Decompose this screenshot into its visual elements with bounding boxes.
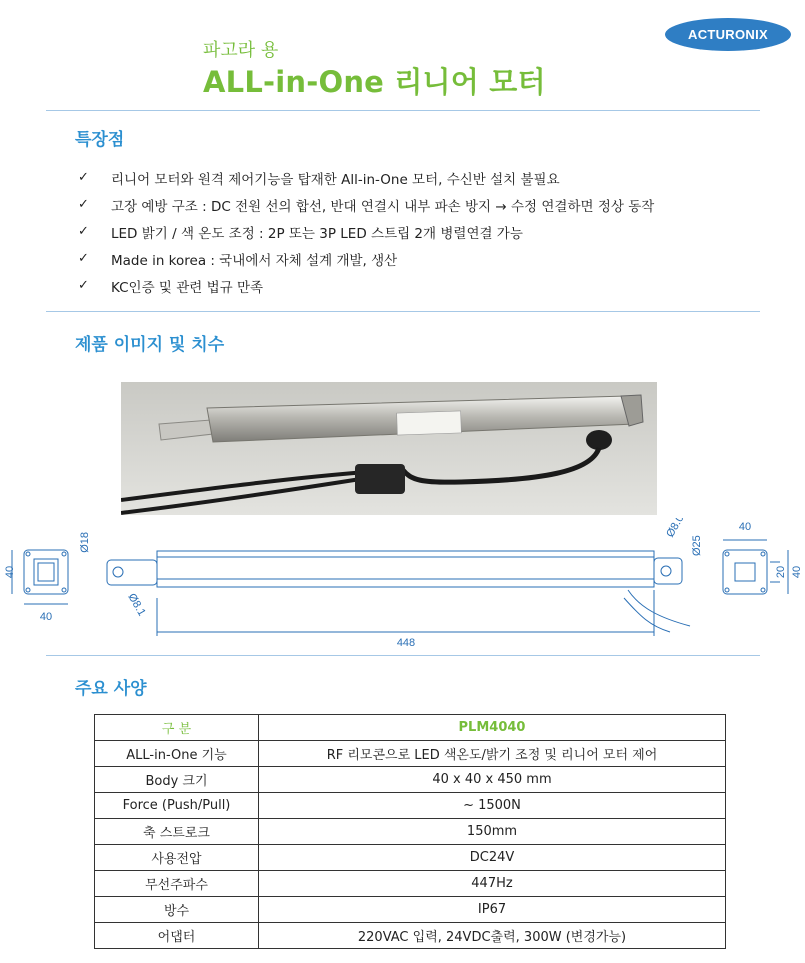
feature-text: KC인증 및 관련 법규 만족	[111, 279, 264, 296]
spec-value: 40 x 40 x 450 mm	[259, 767, 726, 793]
spec-header-key: 구 분	[95, 715, 259, 741]
spec-value: DC24V	[259, 845, 726, 871]
divider	[46, 311, 760, 312]
feature-item	[78, 272, 778, 299]
dim-body-dia: Ø25	[691, 535, 703, 556]
divider	[46, 110, 760, 111]
spec-key: 무선주파수	[95, 871, 259, 897]
check-icon: ✓	[78, 251, 89, 266]
spec-value: 447Hz	[259, 871, 726, 897]
dimension-drawing-svg	[0, 518, 805, 653]
spec-value: ~ 1500N	[259, 793, 726, 819]
brand-logo-text: ACTURONIX	[688, 27, 768, 42]
right-mount	[654, 558, 682, 584]
spec-table	[94, 714, 726, 949]
check-icon: ✓	[78, 224, 89, 239]
feature-text: 고장 예방 구조 : DC 전원 선의 합선, 반대 연결시 내부 파손 방지 → 수정 연결하면 정상 동작	[111, 198, 655, 215]
dim-hole-dia: Ø8.1	[125, 591, 148, 619]
feature-text: LED 밝기 / 색 온도 조정 : 2P 또는 3P LED 스트립 2개 병렬연결 가능	[111, 225, 523, 242]
table-row	[95, 819, 726, 845]
spec-header-model: PLM4040	[259, 715, 726, 741]
table-header-row	[95, 715, 726, 741]
dim-rod-dia: Ø18	[79, 532, 91, 553]
product-heading: 제품 이미지 및 치수	[75, 335, 225, 355]
page-subtitle: 파고라 용	[203, 40, 279, 61]
check-icon: ✓	[78, 278, 89, 293]
product-photo	[121, 382, 657, 515]
dim-left-width: 40	[39, 611, 53, 623]
spec-key: Force (Push/Pull)	[95, 793, 259, 819]
specs-heading: 주요 사양	[75, 679, 147, 699]
actuator-body	[157, 551, 654, 587]
spec-value: 150mm	[259, 819, 726, 845]
feature-item	[78, 164, 778, 191]
table-row	[95, 845, 726, 871]
feature-text: Made in korea : 국내에서 자체 설계 개발, 생산	[111, 252, 398, 269]
feature-text: 리니어 모터와 원격 제어기능을 탑재한 All-in-One 모터, 수신반 설치 불필요	[111, 171, 560, 188]
dim-left-height: 40	[4, 565, 16, 579]
rod-end	[107, 560, 157, 585]
actuator-photo-illustration	[121, 382, 657, 515]
dim-right-height: 40	[791, 565, 803, 579]
check-icon: ✓	[78, 170, 89, 185]
dim-total-length: 448	[396, 637, 416, 649]
table-row	[95, 793, 726, 819]
spec-key: 방수	[95, 897, 259, 923]
spec-value: 220VAC 입력, 24VDC출력, 300W (변경가능)	[259, 923, 726, 949]
spec-key: 사용전압	[95, 845, 259, 871]
table-row	[95, 767, 726, 793]
dim-hole-dia-right: Ø8.05	[664, 518, 690, 540]
spec-key: 축 스트로크	[95, 819, 259, 845]
table-row	[95, 897, 726, 923]
rod-hole	[113, 567, 123, 577]
dimension-drawing	[0, 518, 805, 653]
left-end-view	[24, 550, 68, 594]
feature-item	[78, 191, 778, 218]
spec-key: Body 크기	[95, 767, 259, 793]
divider	[46, 655, 760, 656]
page-title: ALL-in-One 리니어 모터	[203, 65, 546, 99]
table-row	[95, 741, 726, 767]
table-row	[95, 871, 726, 897]
features-list	[78, 164, 778, 299]
spec-value: IP67	[259, 897, 726, 923]
dim-right-width: 40	[738, 521, 752, 533]
spec-key: 어댑터	[95, 923, 259, 949]
dim-connector-width: 20	[775, 565, 787, 579]
table-row	[95, 923, 726, 949]
brand-logo	[665, 18, 791, 51]
feature-item	[78, 245, 778, 272]
features-heading: 특장점	[75, 130, 125, 150]
spec-key: ALL-in-One 기능	[95, 741, 259, 767]
check-icon: ✓	[78, 197, 89, 212]
right-end-view	[723, 550, 767, 594]
spec-value: RF 리모콘으로 LED 색온도/밝기 조정 및 리니어 모터 제어	[259, 741, 726, 767]
feature-item	[78, 218, 778, 245]
